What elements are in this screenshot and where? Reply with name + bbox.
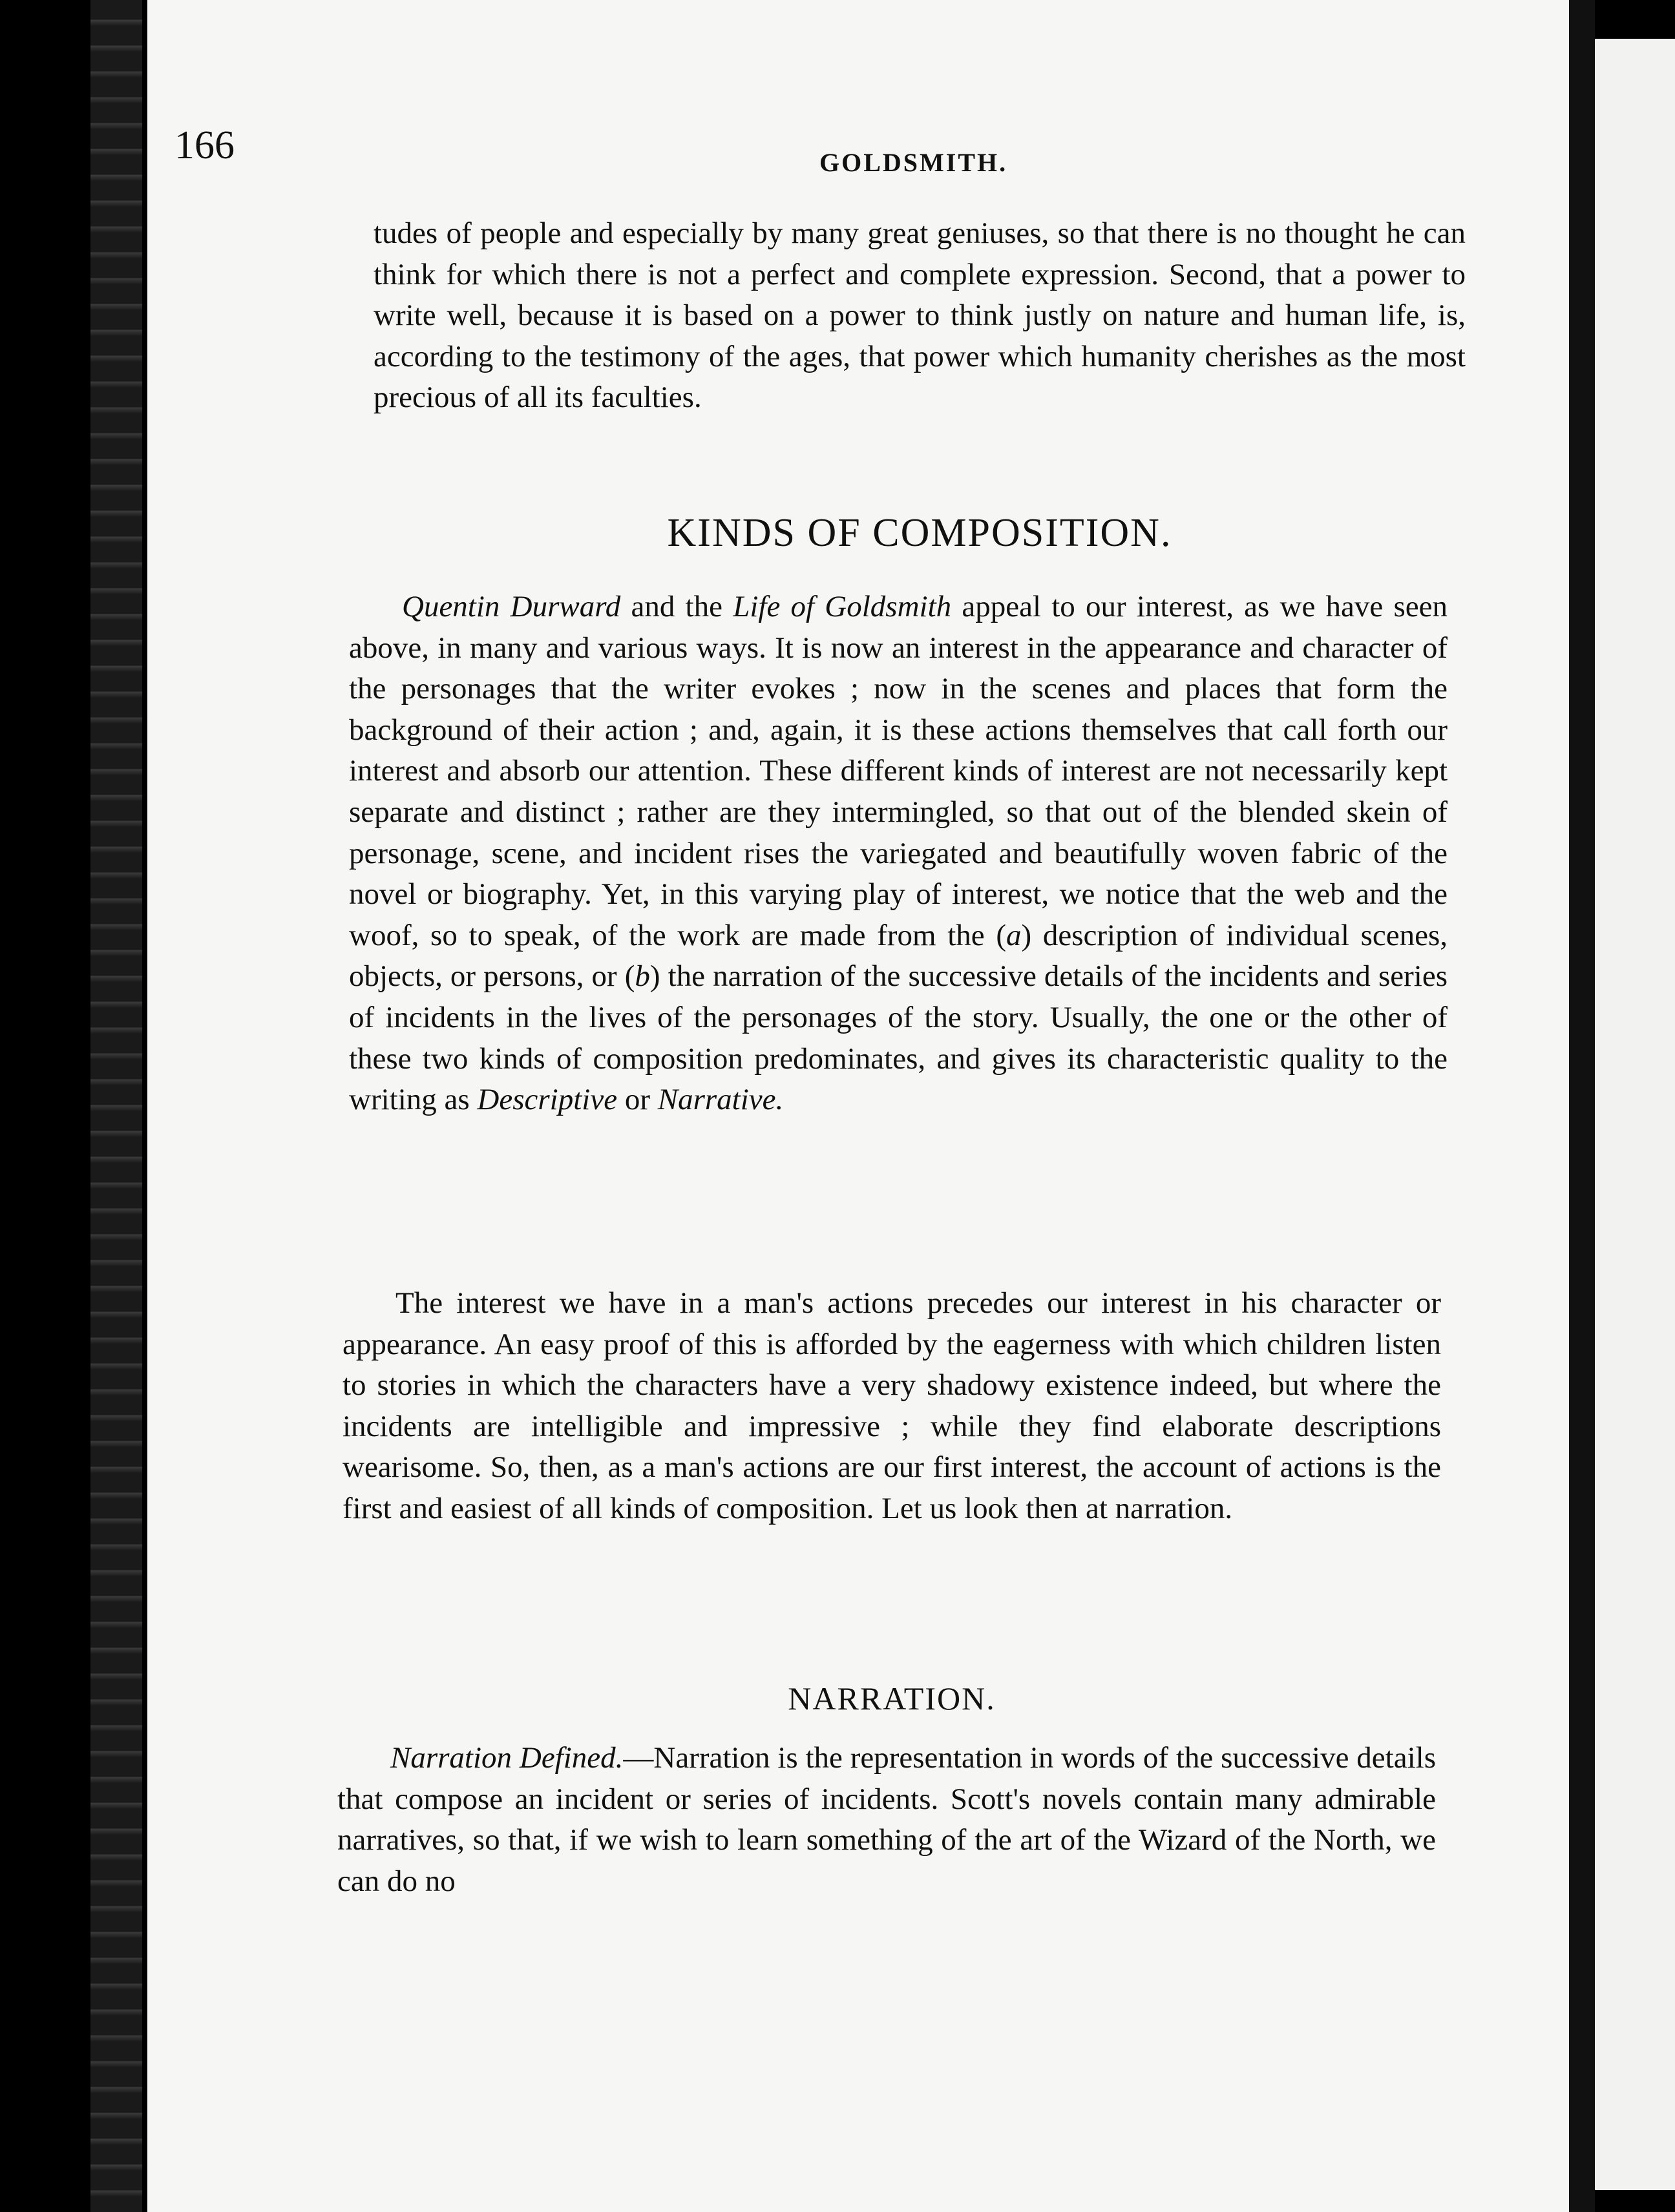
paragraph-continuation: tudes of people and especially by many great geniuses, so that there is no thought he can think for which there is not a perfect and complete expression. Second, that a power to write well, because it is based on a power to think justly on nature and human life, is, according to the testimony of the ages, that power which humanity cherishes as the most precious of all its faculties. xyxy=(374,216,1466,415)
book-binding-edge xyxy=(90,0,142,2212)
page-gutter-shadow xyxy=(1569,0,1595,2212)
text-run: ) the narration of the successive details of the incidents and series of incidents in the lives of the personages of the story. Usually, the one or the other of these two kinds of composition predominates, and gives its characteristic quality to the writing as xyxy=(349,959,1448,1117)
italic-term-descriptive: Descriptive xyxy=(477,1083,618,1117)
paragraph-kinds-of-composition xyxy=(349,587,1448,1121)
italic-title-life-of-goldsmith: Life of Goldsmith xyxy=(733,590,952,623)
text-run: or xyxy=(617,1083,658,1117)
italic-title-quentin-durward: Quentin Durward xyxy=(402,590,621,623)
page-number: 166 xyxy=(174,123,235,167)
text-run: —Narration is the representation in words of the successive details that compose an incident or series of incidents. Scott's novels contain many admirable narratives, so that, if we wish to learn something of the art of the Wizard of the North, we can do no xyxy=(337,1741,1436,1898)
italic-term-narrative: Narrative. xyxy=(657,1083,784,1117)
section-heading-kinds-of-composition: KINDS OF COMPOSITION. xyxy=(667,511,1172,555)
running-head: GOLDSMITH. xyxy=(819,148,1008,177)
text-run: ) description of individual scenes, objects, or persons, or ( xyxy=(349,918,1448,994)
paragraph-narration-defined xyxy=(337,1738,1436,1902)
text-run: appeal to our interest, as we have seen above, in many and various ways. It is now an interest in the appearance and character of the personages that the writer evokes ; now in the scenes and places that form the background of their action ; and, again, it is these actions themselves that call forth our interest and absorb our attention. These different kinds of interest are not necessarily kept separate and distinct ; rather are they intermingled, so that out of the blended skein of personage, scene, and incident rises the variegated and beautifully woven fabric of the novel or biography. Yet, in this varying play of interest, we notice that the web and the woof, so to speak, of the work are made from the ( xyxy=(349,590,1448,952)
text-run: and the xyxy=(620,590,733,623)
italic-subheading-narration-defined: Narration Defined. xyxy=(390,1741,624,1775)
paragraph-interest-in-actions: The interest we have in a man's actions precedes our interest in his character or appearance. An easy proof of this is afforded by the eagerness with which children listen to stories in which the characters have a very shadowy existence indeed, but where the incidents are intelligible and impressive ; while they find elaborate descriptions wearisome. So, then, as a man's actions are our first interest, the account of actions is the first and easiest of all kinds of composition. Let us look then at narration. xyxy=(342,1286,1441,1525)
facing-page-edge xyxy=(1595,39,1675,2190)
italic-letter-b: b xyxy=(635,959,650,994)
section-heading-narration: NARRATION. xyxy=(788,1680,996,1716)
italic-letter-a: a xyxy=(1006,918,1022,952)
